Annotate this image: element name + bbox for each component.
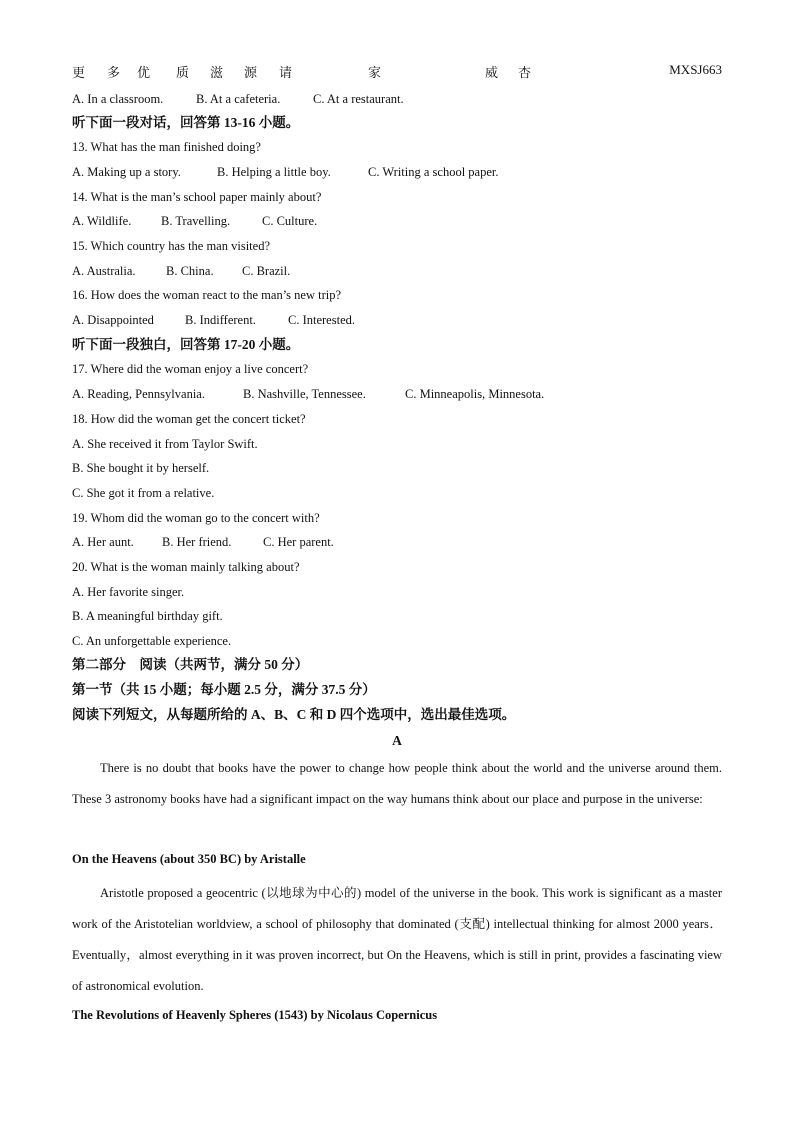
question-15-options (72, 262, 290, 280)
option: C. Minneapolis, Minnesota. (405, 387, 545, 401)
option: C. Her parent. (263, 535, 334, 549)
option: B. Travelling. (161, 214, 231, 228)
book-title: The Revolutions of Heavenly Spheres (1543) by Nicolaus Copernicus (72, 1008, 438, 1022)
question-20-stem: 20. What is the woman mainly talking about? (72, 560, 300, 574)
question-14-options (72, 212, 317, 230)
page-header (72, 62, 722, 82)
header-char: 家 (368, 65, 382, 80)
header-char: 请 (279, 65, 293, 80)
header-char: 更 (72, 65, 86, 80)
question-15-stem: 15. Which country has the man visited? (72, 239, 270, 253)
header-char: 多 (107, 65, 121, 80)
option: A. Reading, Pennsylvania. (72, 387, 205, 401)
option: B. She bought it by herself. (72, 461, 210, 475)
option: C. An unforgettable experience. (72, 634, 232, 648)
question-13-stem: 13. What has the man finished doing? (72, 140, 261, 154)
option: B. China. (166, 264, 214, 278)
header-code: MXSJ663 (669, 62, 722, 77)
section-heading: 听下面一段独白，回答第 17-20 小题。 (72, 337, 300, 352)
option: C. Brazil. (242, 264, 291, 278)
passage-label: A (392, 733, 402, 748)
section-title: 第一节（共 15 小题；每小题 2.5 分，满分 37.5 分） (72, 682, 376, 697)
option: B. Nashville, Tennessee. (243, 387, 366, 401)
option: A. Wildlife. (72, 214, 132, 228)
passage-intro: There is no doubt that books have the power to change how people think about the world and the universe around them. These 3 astronomy books have had a significant impact on the way humans think about our place and purpose in the universe: (72, 761, 722, 806)
question-18-stem: 18. How did the woman get the concert ticket? (72, 412, 306, 426)
header-char: 源 (244, 65, 258, 80)
question-12-options (72, 90, 404, 108)
option: A. Her aunt. (72, 535, 134, 549)
option: C. At a restaurant. (313, 92, 404, 106)
question-17-stem: 17. Where did the woman enjoy a live concert? (72, 362, 309, 376)
option: A. In a classroom. (72, 92, 164, 106)
question-14-stem: 14. What is the man’s school paper mainly about? (72, 190, 322, 204)
option: A. Her favorite singer. (72, 585, 185, 599)
option: A. She received it from Taylor Swift. (72, 437, 258, 451)
header-char: 威 (485, 65, 499, 80)
option: A. Australia. (72, 264, 136, 278)
header-char: 优 (137, 65, 151, 80)
question-16-stem: 16. How does the woman react to the man’s new trip? (72, 288, 342, 302)
question-19-options (72, 533, 334, 551)
option: C. She got it from a relative. (72, 486, 215, 500)
header-char: 滋 (210, 65, 224, 80)
option: A. Disappointed (72, 313, 154, 327)
option: B. Indifferent. (185, 313, 256, 327)
question-19-stem: 19. Whom did the woman go to the concert with? (72, 511, 320, 525)
question-16-options (72, 311, 355, 329)
part-title: 第二部分 阅读（共两节，满分 50 分） (72, 657, 309, 672)
question-17-options (72, 385, 544, 403)
option: B. At a cafeteria. (196, 92, 281, 106)
book-title: On the Heavens (about 350 BC) by Aristalle (72, 852, 306, 866)
header-char: 杏 (518, 65, 532, 80)
section-heading: 听下面一段对话，回答第 13-16 小题。 (72, 115, 300, 130)
header-char: 质 (176, 65, 190, 80)
question-13-options (72, 163, 499, 181)
book-description: Aristotle proposed a geocentric (以地球为中心的) model of the universe in the book. This work is significant as a master work of the Aristotelian worldview, a school of philosophy that dominated (支配) intellectual thinking for almost 2000 years．Eventually，almost everything in it was proven incorrect, but On the Heavens, which is still in print, provides a fascinating view of astronomical evolution. (72, 886, 722, 993)
option: B. A meaningful birthday gift. (72, 609, 223, 623)
option: A. Making up a story. (72, 165, 181, 179)
instruction: 阅读下列短文，从每题所给的 A、B、C 和 D 四个选项中，选出最佳选项。 (72, 707, 516, 722)
option: C. Interested. (288, 313, 355, 327)
option: B. Her friend. (162, 535, 232, 549)
option: C. Writing a school paper. (368, 165, 499, 179)
option: B. Helping a little boy. (217, 165, 331, 179)
option: C. Culture. (262, 214, 318, 228)
